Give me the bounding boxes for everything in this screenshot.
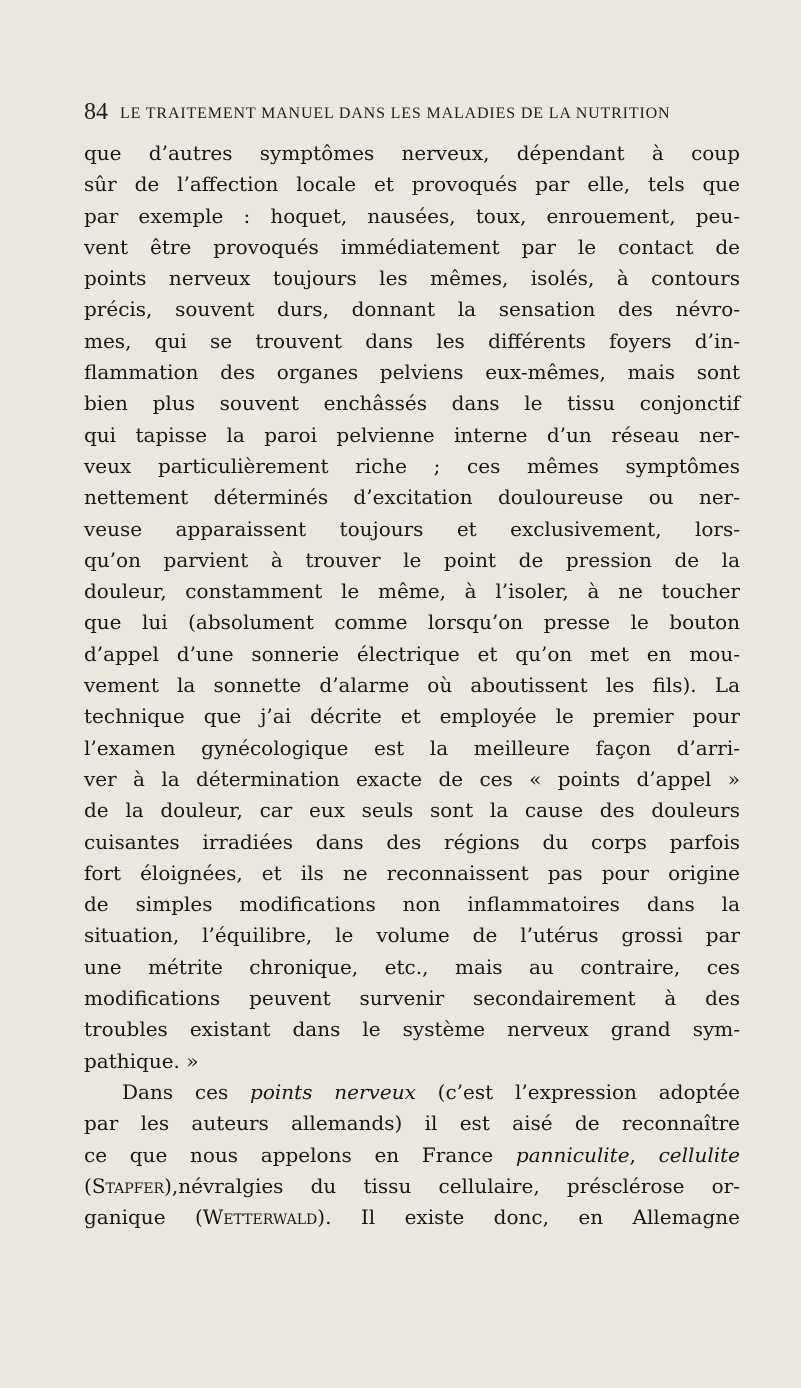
running-title: LE TRAITEMENT MANUEL DANS LES MALADIES DE LA NUTRITION <box>120 105 671 122</box>
text-fragment: ( <box>84 1173 92 1198</box>
paragraph-start-line <box>84 1077 740 1108</box>
text-line <box>84 1171 740 1202</box>
text-line <box>84 1140 740 1171</box>
text-fragment: Dans ces <box>122 1079 251 1104</box>
text-line: cuisantes irradiées dans des régions du corps parfois <box>84 829 740 854</box>
text-fragment: ce que nous appelons en France <box>84 1142 516 1167</box>
text-line: veuse apparaissent toujours et exclusivement, lors- <box>84 516 740 541</box>
text-line: modifications peuvent survenir secondairement à des <box>84 986 740 1011</box>
author-name: Wetterwald <box>202 1205 318 1230</box>
author-name: Stapfer <box>91 1173 165 1198</box>
text-line: vement la sonnette d’alarme où aboutissent les fils). La <box>84 673 740 698</box>
text-line: précis, souvent durs, donnant la sensation des névro- <box>84 297 740 322</box>
text-line: que d’autres symptômes nerveux, dépendant à coup <box>84 141 740 165</box>
page-number: 84 <box>84 99 108 125</box>
italic-term: panniculite <box>515 1142 630 1167</box>
text-line: nettement déterminés d’excitation douloureuse ou ner- <box>84 485 740 510</box>
text-line: sûr de l’affection locale et provoqués par elle, tels que <box>84 172 740 197</box>
text-line: d’appel d’une sonnerie électrique et qu’on met en mou- <box>84 641 740 666</box>
text-line: vent être provoqués immédiatement par le contact de <box>84 234 740 259</box>
text-line: situation, l’équilibre, le volume de l’utérus grossi par <box>84 923 740 948</box>
text-line: flammation des organes pelviens eux-mêmes, mais sont <box>84 360 740 385</box>
body-text <box>84 138 740 1233</box>
italic-term: cellulite <box>658 1142 740 1167</box>
page-header <box>84 99 744 129</box>
text-line: troubles existant dans le système nerveux grand sym- <box>84 1017 740 1042</box>
text-line: fort éloignées, et ils ne reconnaissent pas pour origine <box>84 860 740 885</box>
text-line: douleur, constamment le même, à l’isoler, à ne toucher <box>84 579 740 604</box>
text-line: bien plus souvent enchâssés dans le tissu conjonctif <box>84 391 740 416</box>
text-line: points nerveux toujours les mêmes, isolés, à contours <box>84 266 740 291</box>
text-line: pathique. » <box>84 1048 199 1073</box>
italic-term: points nerveux <box>250 1079 416 1104</box>
text-fragment: ganique ( <box>84 1205 203 1230</box>
text-fragment: ),névralgies du tissu cellulaire, présclérose or- <box>164 1173 740 1198</box>
text-line: qui tapisse la paroi pelvienne interne d’un réseau ner- <box>84 422 740 447</box>
text-line: par les auteurs allemands) il est aisé de reconnaître <box>84 1111 740 1136</box>
text-line: de la douleur, car eux seuls sont la cause des douleurs <box>84 798 740 823</box>
text-fragment: (c’est l’expression adoptée <box>415 1079 740 1104</box>
text-line: de simples modifications non inflammatoires dans la <box>84 892 740 917</box>
text-line: ver à la détermination exacte de ces « points d’appel » <box>84 766 740 791</box>
text-fragment: , <box>629 1142 659 1167</box>
text-line: une métrite chronique, etc., mais au contraire, ces <box>84 954 740 979</box>
text-line: mes, qui se trouvent dans les différents foyers d’in- <box>84 328 740 353</box>
text-line: qu’on parvient à trouver le point de pression de la <box>84 547 740 572</box>
text-line: l’examen gynécologique est la meilleure façon d’arri- <box>84 735 740 760</box>
text-line: veux particulièrement riche ; ces mêmes symptômes <box>84 453 740 478</box>
text-line: que lui (absolument comme lorsqu’on presse le bouton <box>84 610 740 635</box>
text-fragment: ). Il existe donc, en Allemagne <box>317 1205 741 1230</box>
text-line: par exemple : hoquet, nausées, toux, enrouement, peu- <box>84 203 740 228</box>
text-line <box>84 1202 740 1233</box>
text-line: technique que j’ai décrite et employée le premier pour <box>84 704 740 729</box>
